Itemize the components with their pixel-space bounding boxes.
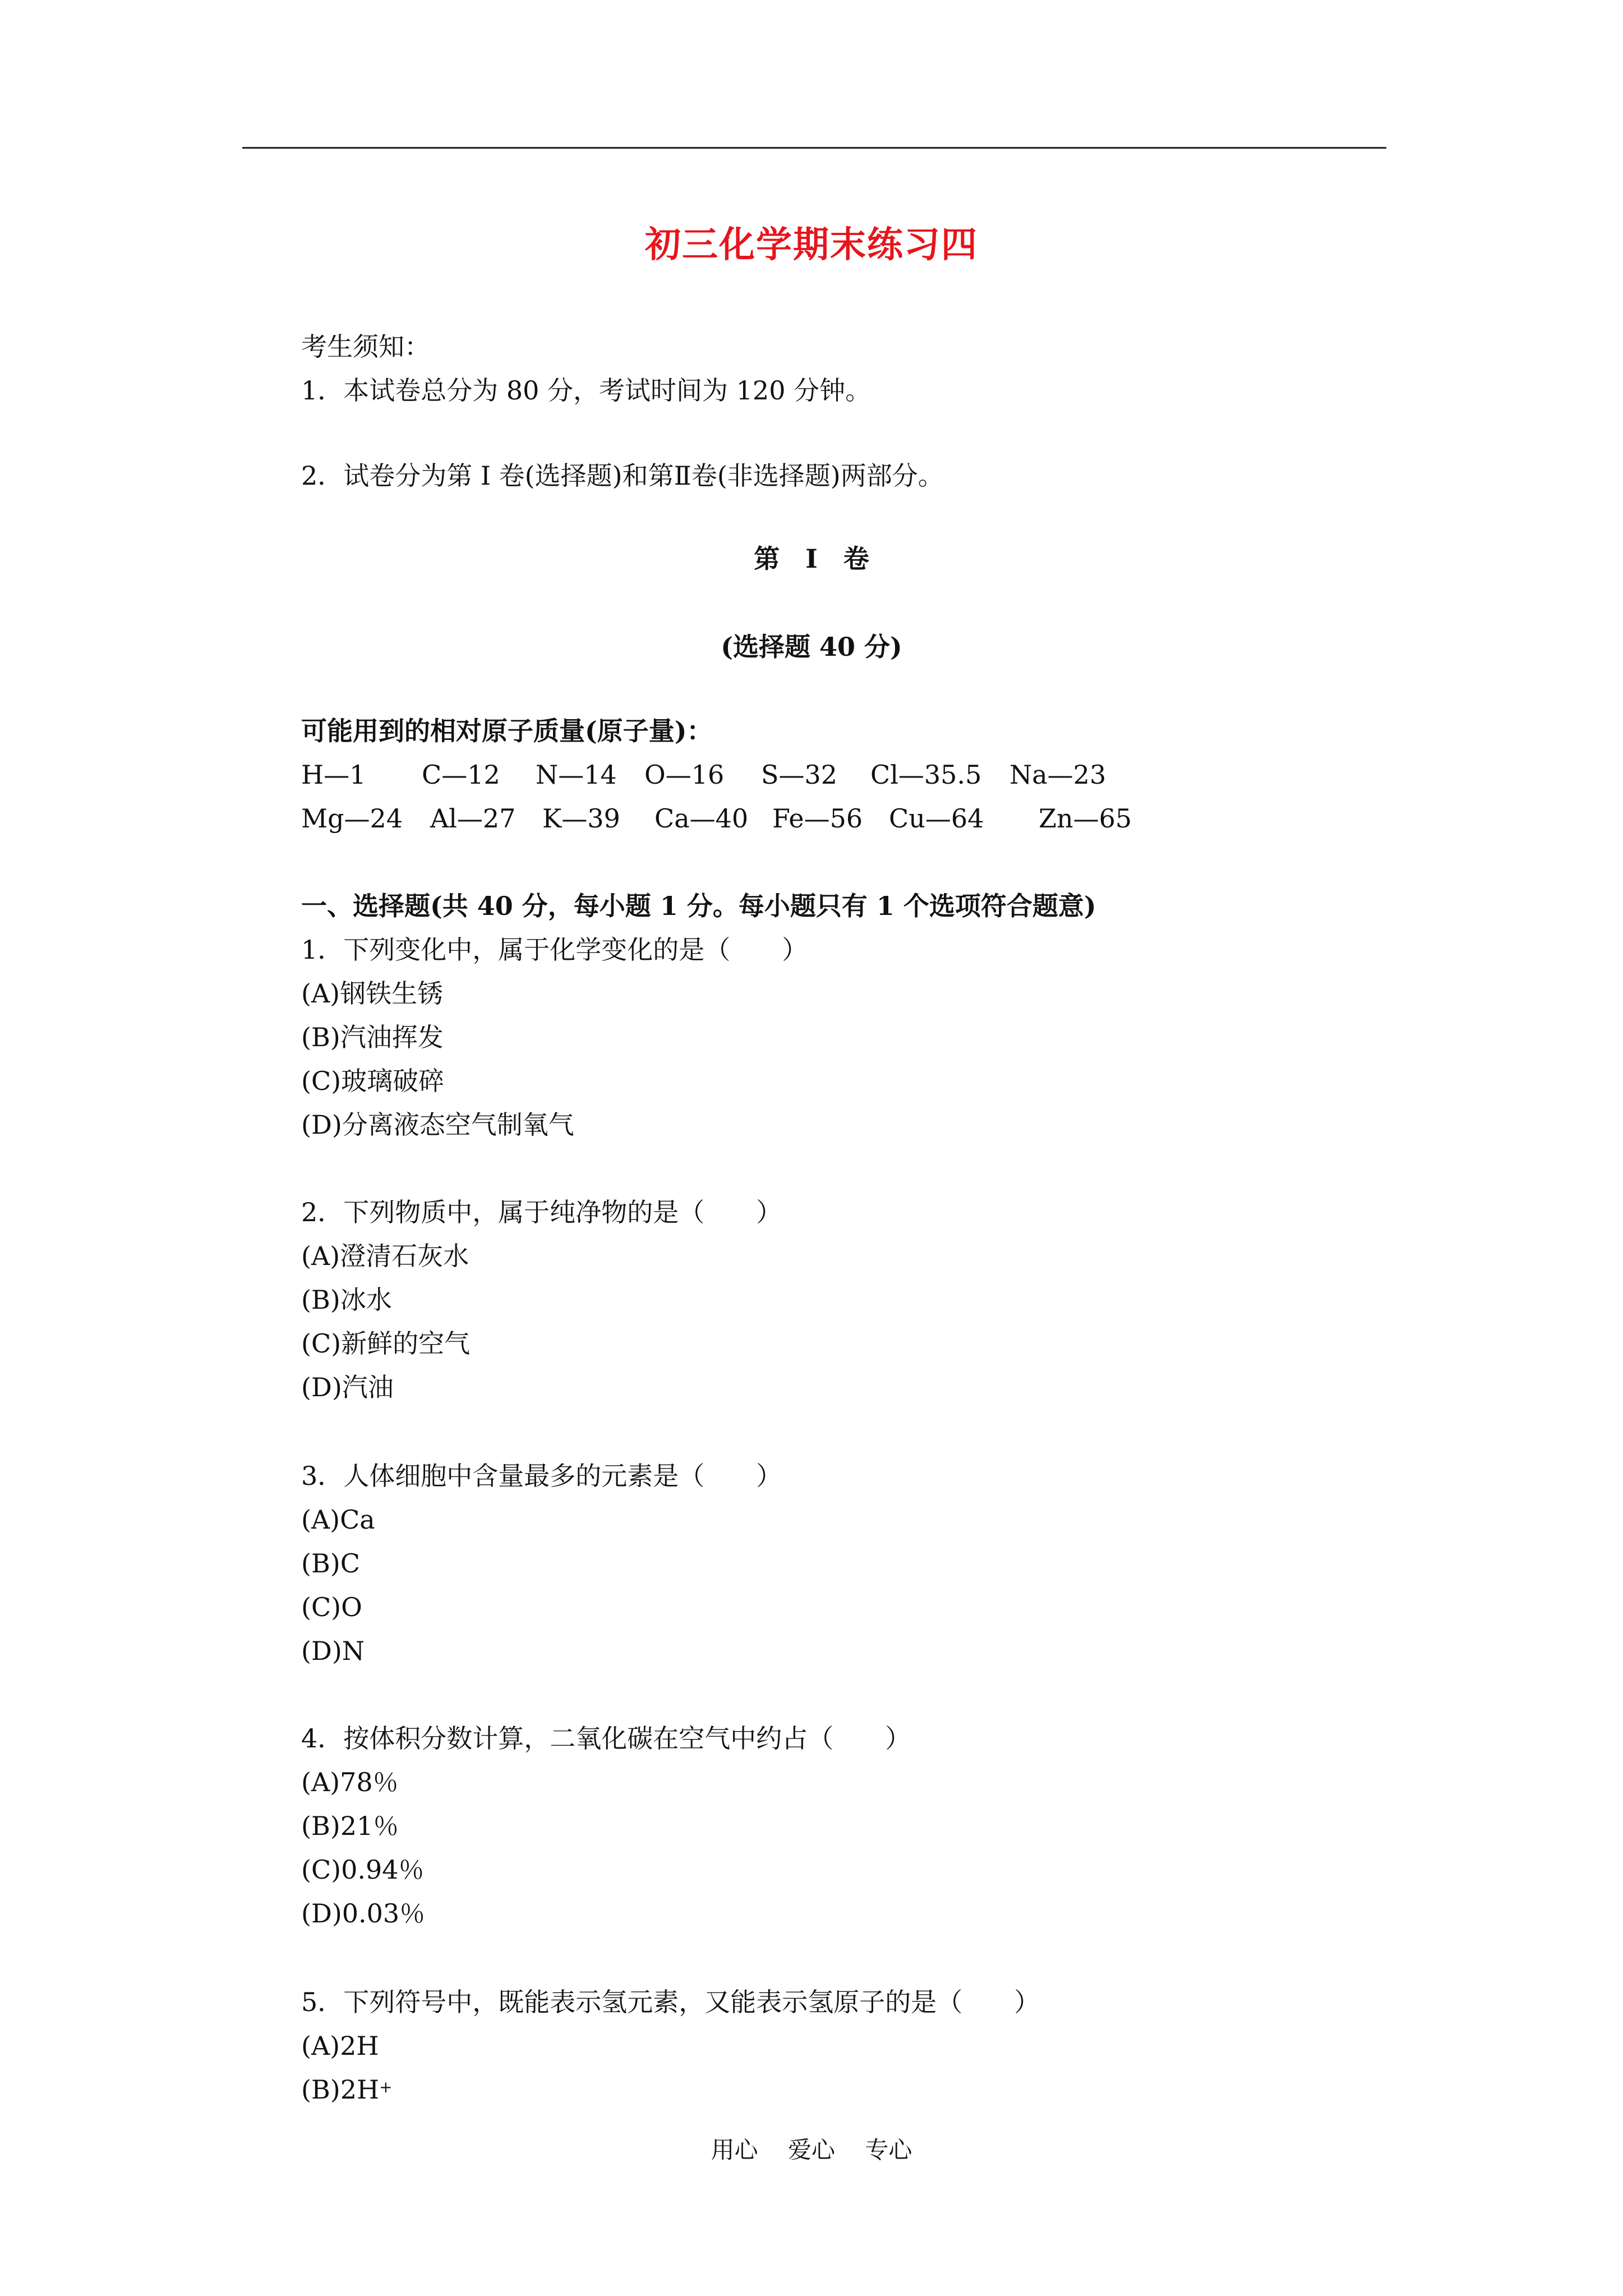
atomic-mass-item: Cl—35.5 xyxy=(870,760,982,790)
question-stem: 4．按体积分数计算，二氧化碳在空气中约占（ ） xyxy=(301,1723,911,1754)
atomic-mass-item: Al—27 xyxy=(430,803,516,834)
question-option: (B)冰水 xyxy=(301,1285,392,1315)
question-option-text: (B)2H xyxy=(301,2074,380,2105)
question-option: (B)汽油挥发 xyxy=(301,1022,444,1052)
question-stem: 3．人体细胞中含量最多的元素是（ ） xyxy=(301,1461,782,1491)
page-footer: 用心 爱心 专心 xyxy=(711,2136,912,2164)
question-option: (A)Ca xyxy=(301,1504,375,1535)
question-option-b xyxy=(301,2074,393,2105)
atomic-mass-item: Mg—24 xyxy=(301,803,403,834)
question-option: (C)O xyxy=(301,1592,362,1622)
question-option: (C)新鲜的空气 xyxy=(301,1328,471,1359)
section-heading: 一、选择题(共 40 分，每小题 1 分。每小题只有 1 个选项符合题意) xyxy=(301,891,1096,921)
atomic-mass-item: O—16 xyxy=(644,760,725,790)
header-rule xyxy=(242,147,1386,149)
atomic-mass-item: N—14 xyxy=(536,760,617,790)
question-option: (C)0.94％ xyxy=(301,1855,425,1885)
atomic-mass-item: H—1 xyxy=(301,760,366,790)
atomic-mass-item: Zn—65 xyxy=(1039,803,1132,834)
question-stem: 5．下列符号中，既能表示氢元素，又能表示氢原子的是（ ） xyxy=(301,1987,1040,2017)
part-subtitle: (选择题 40 分) xyxy=(721,632,902,662)
question-option: (A)钢铁生锈 xyxy=(301,978,444,1009)
question-option: (B)C xyxy=(301,1548,360,1579)
atomic-mass-item: S—32 xyxy=(761,760,838,790)
atomic-mass-item: C—12 xyxy=(422,760,500,790)
atomic-mass-heading: 可能用到的相对原子质量(原子量)： xyxy=(301,716,713,746)
question-option: (A)78％ xyxy=(301,1767,399,1797)
question-option: (D)分离液态空气制氧气 xyxy=(301,1110,574,1140)
question-stem: 2．下列物质中，属于纯净物的是（ ） xyxy=(301,1197,782,1227)
question-option: (A)2H xyxy=(301,2031,379,2061)
notice-item-2: 2．试卷分为第 I 卷(选择题)和第Ⅱ卷(非选择题)两部分。 xyxy=(301,461,944,491)
question-stem: 1．下列变化中，属于化学变化的是（ ） xyxy=(301,935,808,965)
atomic-mass-item: Na—23 xyxy=(1009,760,1106,790)
atomic-mass-item: Ca—40 xyxy=(654,803,749,834)
part-title: 第 I 卷 xyxy=(754,544,869,574)
question-option: (B)21％ xyxy=(301,1811,399,1841)
atomic-mass-item: Fe—56 xyxy=(772,803,863,834)
page-title: 初三化学期末练习四 xyxy=(645,224,978,266)
question-option: (C)玻璃破碎 xyxy=(301,1066,445,1096)
question-option: (A)澄清石灰水 xyxy=(301,1241,469,1271)
question-option: (D)汽油 xyxy=(301,1372,394,1402)
notice-item-1: 1．本试卷总分为 80 分，考试时间为 120 分钟。 xyxy=(301,375,872,406)
atomic-mass-item: K—39 xyxy=(542,803,620,834)
superscript-charge: + xyxy=(379,2078,393,2096)
notice-heading: 考生须知： xyxy=(301,332,430,362)
question-option: (D)N xyxy=(301,1636,365,1666)
question-option: (D)0.03％ xyxy=(301,1898,426,1929)
atomic-mass-item: Cu—64 xyxy=(889,803,984,834)
